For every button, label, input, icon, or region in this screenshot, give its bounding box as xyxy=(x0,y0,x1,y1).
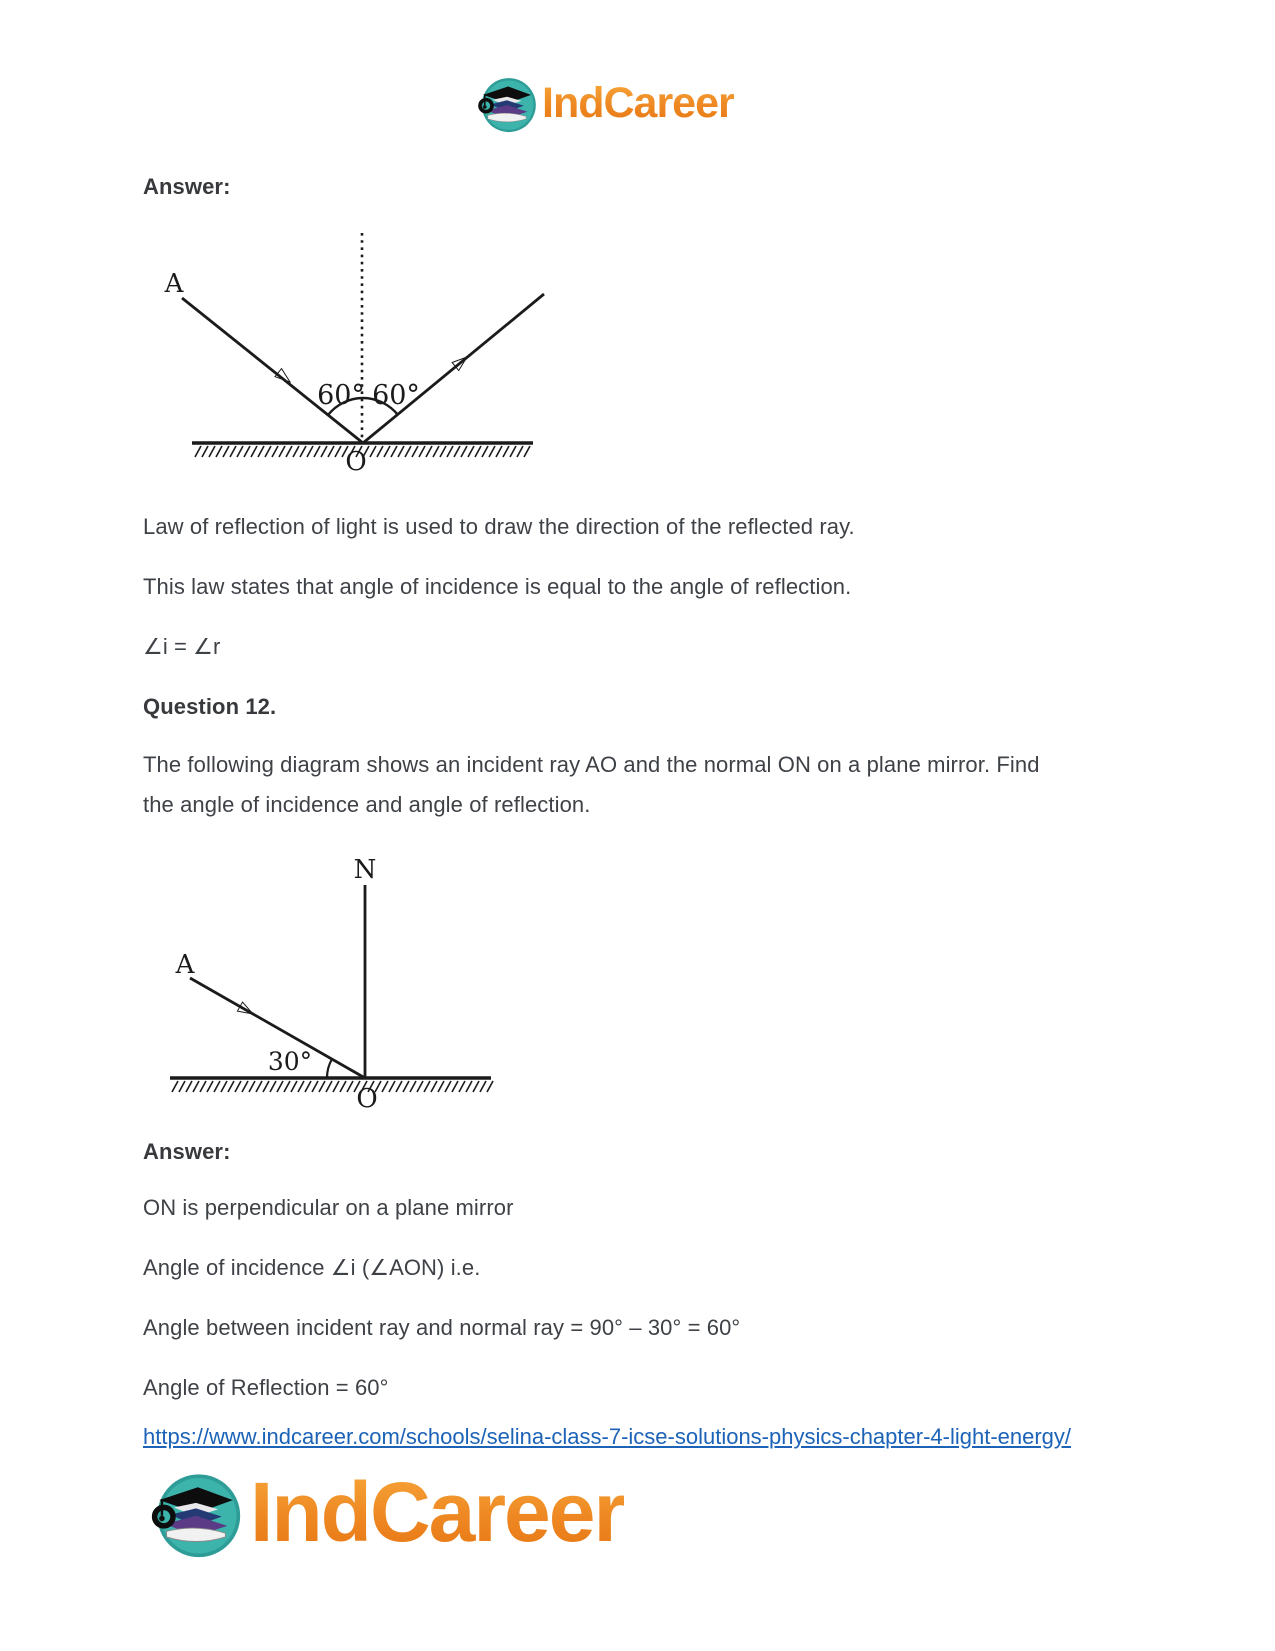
mirror-hatching xyxy=(172,1081,493,1092)
reflected-ray xyxy=(363,294,544,443)
question-heading: Question 12. xyxy=(143,694,277,719)
indcareer-header-logo xyxy=(477,72,734,134)
answer2-line-1: ON is perpendicular on a plane mirror xyxy=(143,1195,514,1220)
diagram2-angle: 30° xyxy=(267,1047,313,1076)
diagram1-angle-left: 60° xyxy=(317,380,365,411)
reflection-diagram-60-60 xyxy=(140,228,552,476)
diagram2-label-a: A xyxy=(175,950,195,980)
diagram2-label-o: O xyxy=(356,1084,378,1113)
source-link[interactable]: https://www.indcareer.com/schools/selina-class-7-icse-solutions-physics-chapter-4-light-energy/ xyxy=(143,1424,1072,1449)
answer2-line-4: Angle of Reflection = 60° xyxy=(143,1375,389,1400)
diagram1-label-o: O xyxy=(345,447,367,476)
diagram2-label-n: N xyxy=(353,855,377,885)
indcareer-logo-text: IndCareer xyxy=(250,1465,625,1559)
law-statement-2: This law states that angle of incidence is equal to the angle of reflection. xyxy=(143,574,852,599)
answer2-line-2: Angle of incidence ∠i (∠AON) i.e. xyxy=(143,1255,481,1280)
diagram1-label-a: A xyxy=(164,269,184,299)
answer2-line-3: Angle between incident ray and normal ray = 90° – 30° = 60° xyxy=(143,1315,741,1340)
answer-heading-1: Answer: xyxy=(143,174,231,199)
indcareer-footer-logo xyxy=(150,1464,624,1561)
question-text: The following diagram shows an incident ray AO and the normal ON on a plane mirror. Find the angle of incidence and angle of reflection. xyxy=(143,752,1040,817)
law-equation: ∠i = ∠r xyxy=(143,634,221,659)
diagram1-angle-right: 60° xyxy=(372,380,420,411)
incident-ray xyxy=(182,298,363,443)
indcareer-logo-icon xyxy=(477,72,537,134)
incidence-diagram-30 xyxy=(160,845,522,1113)
angle-arc xyxy=(327,1059,332,1078)
indcareer-logo-icon xyxy=(150,1465,242,1560)
indcareer-logo-text: IndCareer xyxy=(542,78,734,127)
law-statement-1: Law of reflection of light is used to draw the direction of the reflected ray. xyxy=(143,514,855,539)
answer-heading-2: Answer: xyxy=(143,1139,231,1164)
